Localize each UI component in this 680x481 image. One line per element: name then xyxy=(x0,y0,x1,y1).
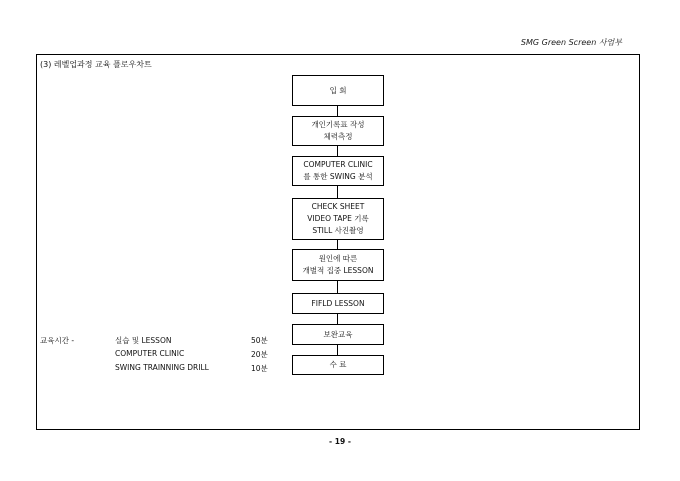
flow-step-line: FIFLD LESSON xyxy=(311,298,365,308)
flow-step-line: 체력측정 xyxy=(323,132,353,141)
flow-step-line: 원인에 따른 xyxy=(318,254,358,263)
flow-step-line: STILL 사진촬영 xyxy=(312,226,364,235)
flow-step-line: 개별적 집중 LESSON xyxy=(302,266,374,275)
flow-step-line: CHECK SHEET xyxy=(311,202,365,211)
flow-step-line: 개인기록표 작성 xyxy=(311,120,365,129)
flow-step-record-sheet xyxy=(292,116,384,146)
flow-connector xyxy=(337,345,338,355)
flow-step-computer-clinic xyxy=(292,156,384,186)
flow-step-line: 수 료 xyxy=(329,360,347,369)
flow-step-line: 를 통한 SWING 분석 xyxy=(303,172,373,181)
schedule-item-name: 실습 및 LESSON xyxy=(115,336,172,345)
flow-step-completion xyxy=(292,355,384,375)
flow-connector xyxy=(337,240,338,249)
header-department: SMG Green Screen 사업부 xyxy=(520,38,622,47)
flow-connector xyxy=(337,146,338,156)
flow-step-line: 입 회 xyxy=(329,85,347,95)
flow-connector xyxy=(337,281,338,293)
flow-connector xyxy=(337,186,338,198)
schedule-label: 교육시간 - xyxy=(40,336,75,345)
flow-step-enroll xyxy=(292,75,384,106)
flow-step-line: VIDEO TAPE 기록 xyxy=(307,214,369,223)
flow-step-focused-lesson xyxy=(292,249,384,281)
page-number: - 19 - xyxy=(329,437,351,446)
section-title: (3) 레벨업과정 교육 플로우차트 xyxy=(40,60,152,69)
schedule-item-name: COMPUTER CLINIC xyxy=(115,349,185,358)
flow-step-line: 보완교육 xyxy=(323,329,353,339)
schedule-item-minutes: 20분 xyxy=(251,350,268,359)
flow-step-check-sheet xyxy=(292,198,384,240)
schedule-item-name: SWING TRAINNING DRILL xyxy=(115,363,209,372)
flow-connector xyxy=(337,314,338,324)
schedule-item-minutes: 50분 xyxy=(251,336,268,345)
flow-step-field-lesson xyxy=(292,293,384,314)
flow-step-line: COMPUTER CLINIC xyxy=(303,160,373,169)
schedule-item-minutes: 10분 xyxy=(251,364,268,373)
flow-connector xyxy=(337,106,338,116)
flow-step-supplementary xyxy=(292,324,384,345)
